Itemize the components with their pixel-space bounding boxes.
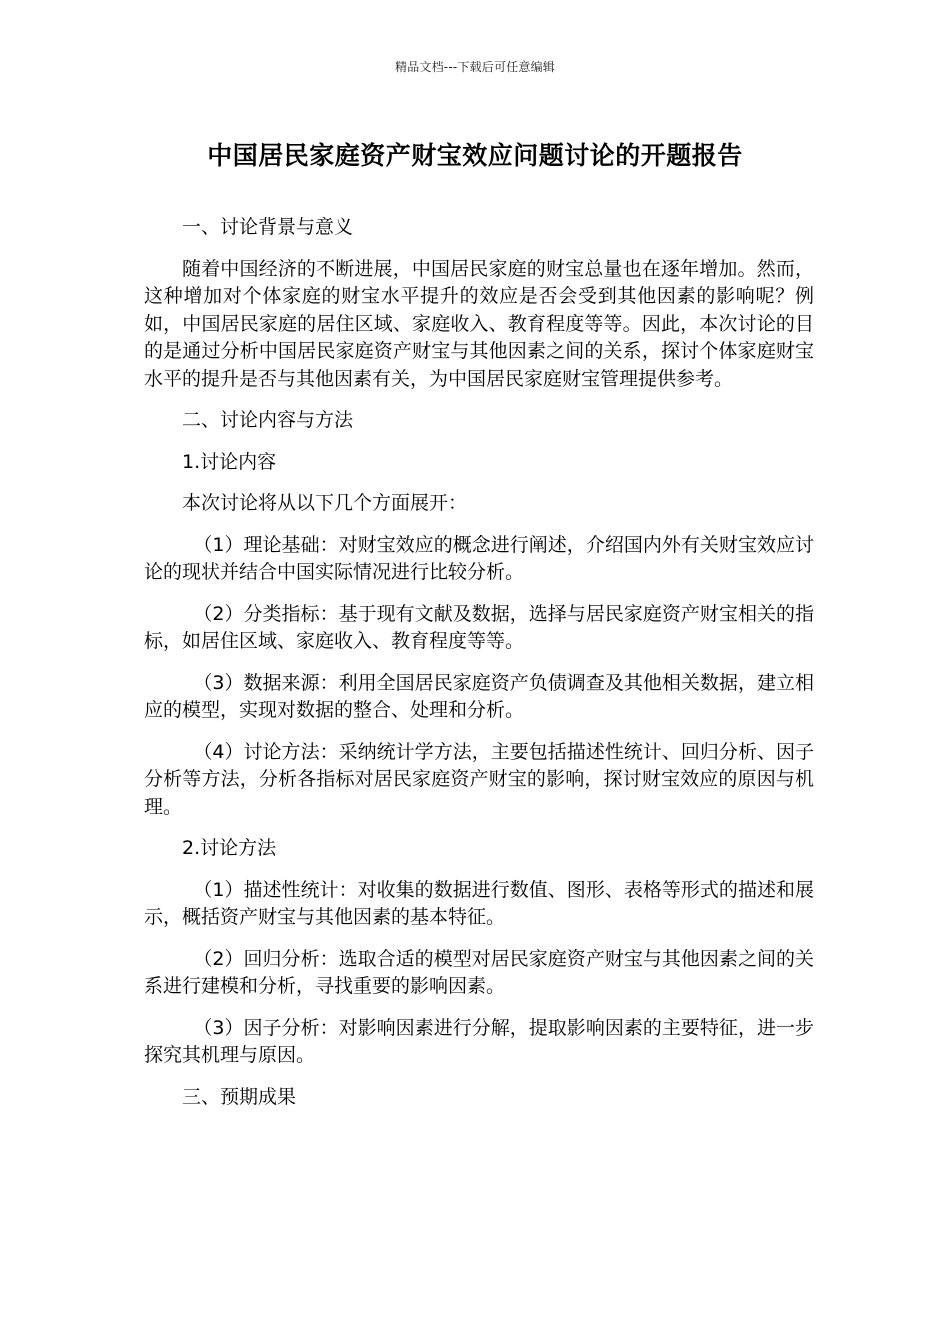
page-header-note: 精品文档---下载后可任意编辑 bbox=[395, 60, 555, 74]
list-item-data-source: （3）数据来源：利用全国居民家庭资产负债调查及其他相关数据，建立相应的模型，实现对数据的整合、处理和分析。 bbox=[144, 671, 814, 721]
paragraph-background: 随着中国经济的不断进展，中国居民家庭的财宝总量也在逐年增加。然而，这种增加对个体家庭的财宝水平提升的效应是否会受到其他因素的影响呢？例如，中国居民家庭的居住区域、家庭收入、教育程度等等。因此，本次讨论的目的是通过分析中国居民家庭资产财宝与其他因素之间的关系，探讨个体家庭财宝水平的提升是否与其他因素有关，为中国居民家庭财宝管理提供参考。 bbox=[144, 257, 814, 390]
subheading-research-method: 2.讨论方法 bbox=[182, 837, 277, 859]
list-item-regression-analysis: （2）回归分析：选取合适的模型对居民家庭资产财宝与其他因素之间的关系进行建模和分析，寻找重要的影响因素。 bbox=[144, 947, 814, 997]
subheading-research-content: 1.讨论内容 bbox=[182, 450, 277, 473]
list-item-theory-basis: （1）理论基础：对财宝效应的概念进行阐述，介绍国内外有关财宝效应讨论的现状并结合中国实际情况进行比较分析。 bbox=[144, 533, 814, 583]
list-item-classification-indicators: （2）分类指标：基于现有文献及数据，选择与居民家庭资产财宝相关的指标，如居住区域、家庭收入、教育程度等等。 bbox=[144, 602, 814, 652]
section-heading-expected-results: 三、预期成果 bbox=[182, 1085, 297, 1108]
section-heading-background: 一、讨论背景与意义 bbox=[182, 216, 354, 238]
paragraph-intro-aspects: 本次讨论将从以下几个方面展开： bbox=[182, 492, 468, 514]
list-item-descriptive-statistics: （1）描述性统计：对收集的数据进行数值、图形、表格等形式的描述和展示，概括资产财宝与其他因素的基本特征。 bbox=[144, 878, 814, 928]
document-title: 中国居民家庭资产财宝效应问题讨论的开题报告 bbox=[207, 141, 743, 170]
document-body bbox=[144, 214, 814, 1125]
list-item-research-method: （4）讨论方法：采纳统计学方法，主要包括描述性统计、回归分析、因子分析等方法，分析各指标对居民家庭资产财宝的影响，探讨财宝效应的原因与机理。 bbox=[144, 740, 814, 818]
list-item-factor-analysis: （3）因子分析：对影响因素进行分解，提取影响因素的主要特征，进一步探究其机理与原因。 bbox=[144, 1016, 814, 1066]
section-heading-content-method: 二、讨论内容与方法 bbox=[182, 409, 354, 431]
